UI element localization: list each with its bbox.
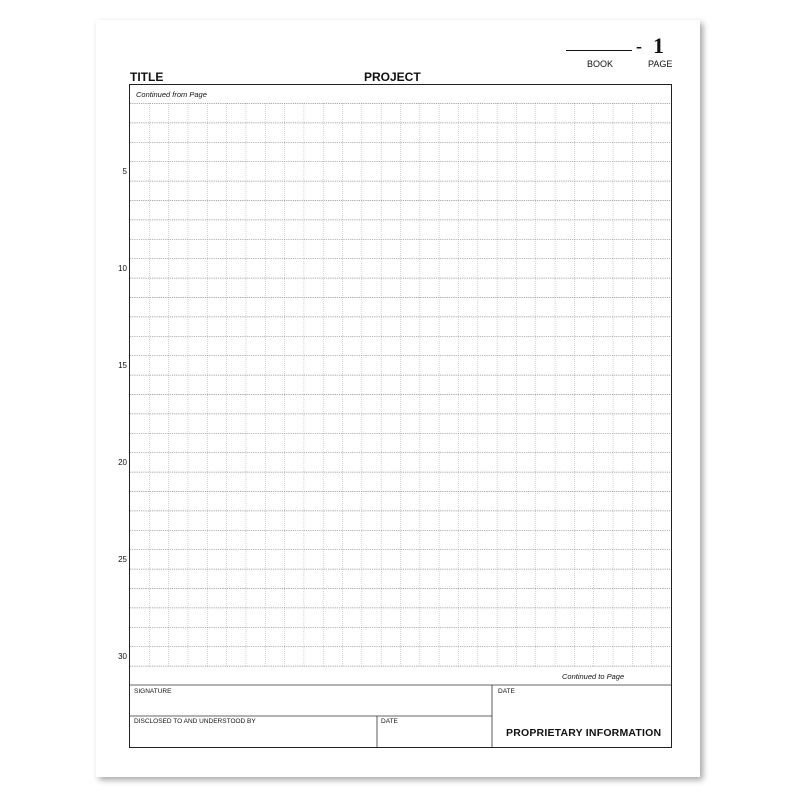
line-number-30: 30: [118, 652, 127, 661]
line-number-5: 5: [122, 167, 127, 176]
line-number-25: 25: [118, 555, 127, 564]
signature-field-area[interactable]: [130, 685, 671, 747]
disclosed-label: DISCLOSED TO AND UNDERSTOOD BY: [134, 718, 256, 725]
book-label: BOOK: [587, 59, 614, 69]
book-number-field[interactable]: [566, 50, 632, 51]
signature-date-label: DATE: [498, 688, 515, 695]
project-label: PROJECT: [364, 70, 421, 84]
page-number: 1: [653, 33, 664, 58]
title-label: TITLE: [130, 70, 164, 84]
line-number-20: 20: [118, 458, 127, 467]
line-number-15: 15: [118, 361, 127, 370]
signature-label: SIGNATURE: [134, 688, 172, 695]
continued-to-label: Continued to Page: [562, 672, 625, 681]
book-page-separator: -: [636, 36, 642, 56]
page-label: PAGE: [648, 59, 673, 69]
continued-from-label: Continued from Page: [136, 90, 207, 99]
disclosed-date-label: DATE: [381, 718, 398, 725]
line-number-10: 10: [118, 264, 127, 273]
proprietary-information-label: PROPRIETARY INFORMATION: [506, 727, 662, 739]
notebook-frame: [129, 84, 672, 748]
